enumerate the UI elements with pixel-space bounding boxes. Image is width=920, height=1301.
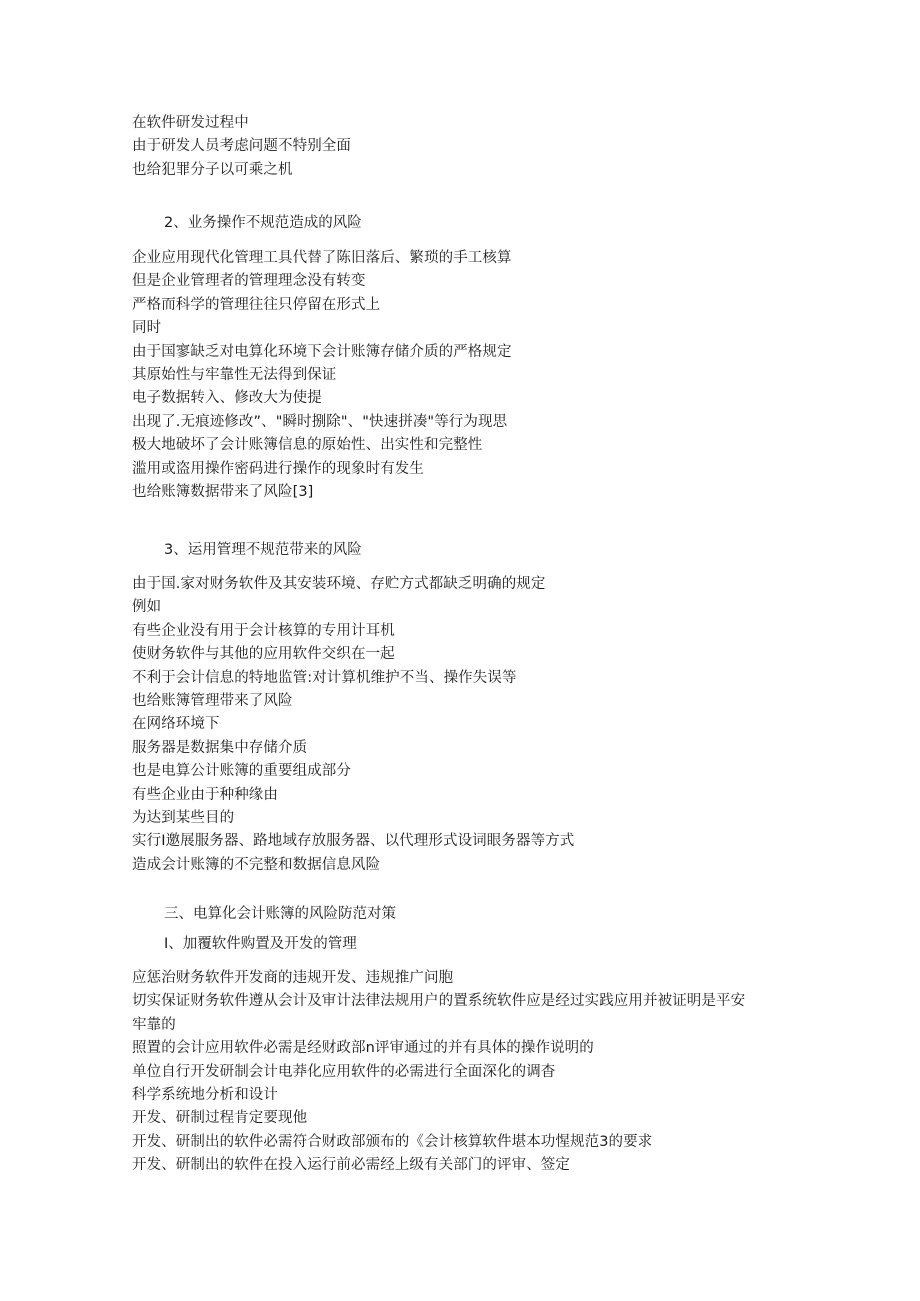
subsection-heading: I、加覆软件购置及开发的管理 [164, 936, 357, 952]
text-line: 照置的会计应用软件必需是经财政部n评审通过的并有具体的操作说明的 [132, 1040, 594, 1057]
text-line: 同时 [132, 320, 162, 337]
text-line: 造成会计账簿的不完整和数据信息风险 [132, 856, 381, 873]
heading-management-risk [132, 539, 792, 562]
text-line: 在软件研发过程中 [132, 115, 249, 131]
section-heading: 3、运用管理不规范带来的风险 [164, 542, 362, 558]
text-line: 严格而科学的管理往往只停留在形式上 [132, 296, 381, 313]
heading-software-management [132, 933, 792, 956]
text-line: 切实保证财务软件遵从会计及审计法律法规用户的置系统软件应是经过实践应用并被证明是平安 [132, 993, 746, 1010]
text-line: 电子数据转入、修改大为使提 [132, 390, 322, 407]
text-line: 不利于会计信息的特地监管:对计算机维护不当、操作失误等 [132, 669, 517, 686]
text-line: 也给账簿数据带来了风险[3] [132, 483, 314, 500]
text-line: 极大地破坏了会计账簿信息的原始性、出实性和完整性 [132, 437, 483, 454]
text-line: 使财务软件与其他的应用软件交织在一起 [132, 646, 395, 663]
text-line: 由于国.家对财务软件及其安装环境、存贮方式都缺乏明确的规定 [132, 576, 546, 592]
text-line: 但是企业管理者的管理理念没有转变 [132, 273, 366, 290]
text-line: 开发、研制出的软件必需符合财政部颁布的《会计核算软件堪本功惺规范3的要求 [132, 1133, 653, 1150]
text-line: 应惩治财务软件开发商的违规开发、违规推广问胞 [132, 970, 454, 986]
text-line: 由于国寥缺乏对电算化环境下会计账簿存储介质的严格规定 [132, 343, 512, 360]
text-line: 单位自行开发研制会计电莽化应用软件的必需进行全面深化的调杳 [132, 1063, 556, 1080]
text-line: 由于研发人员考虑问题不特别全面 [132, 138, 351, 155]
text-line: 滥用或盗用操作密码进行操作的现象时有发生 [132, 460, 424, 477]
text-line: 开发、研制出的软件在投入运行前必需经上级有关部门的评审、签定 [132, 1157, 570, 1174]
text-line: 也给犯罪分子以可乘之机 [132, 161, 293, 178]
text-line: 为达到某些目的 [132, 809, 235, 826]
text-line: 也是电算公计账簿的重要组成部分 [132, 763, 351, 780]
paragraph-management-risk [132, 573, 792, 877]
text-line: 有些企业没有用于会计核算的专用计耳机 [132, 622, 395, 639]
text-line: 其原始性与牢靠性无法得到保证 [132, 366, 337, 383]
text-line: 有些企业由于种种缘由 [132, 786, 278, 803]
text-line: 牢靠的 [132, 1016, 176, 1033]
section-heading: 三、电算化会计账簿的风险防范对策 [164, 906, 396, 922]
text-line: 服务器是数据集中存储介质 [132, 739, 308, 756]
section-heading: 2、业务操作不规范造成的风险 [164, 215, 362, 231]
paragraph-software-management [132, 967, 792, 1178]
text-line: 在网络环境下 [132, 716, 220, 733]
heading-risk-prevention [132, 903, 792, 926]
text-line: 例如 [132, 599, 162, 616]
paragraph-business-operation-risk [132, 247, 792, 504]
text-line: 科学系统地分析和设计 [132, 1086, 278, 1103]
text-line: 企业应用现代化管理工具代替了陈旧落后、繁琐的手工核算 [132, 250, 512, 266]
text-line: 出现了.无痕迹修改”、"瞬时捌除"、"快速拼凑"等行为现思 [132, 413, 508, 430]
heading-business-operation-risk [132, 212, 792, 235]
text-line: 实行I邀展服务器、路地域存放服务器、以代理形式设词眼务器等方式 [132, 833, 575, 850]
paragraph-software-development [132, 112, 792, 182]
text-line: 开发、研制过程肯定要现他 [132, 1110, 308, 1127]
text-line: 也给账簿管理带来了风险 [132, 692, 293, 709]
